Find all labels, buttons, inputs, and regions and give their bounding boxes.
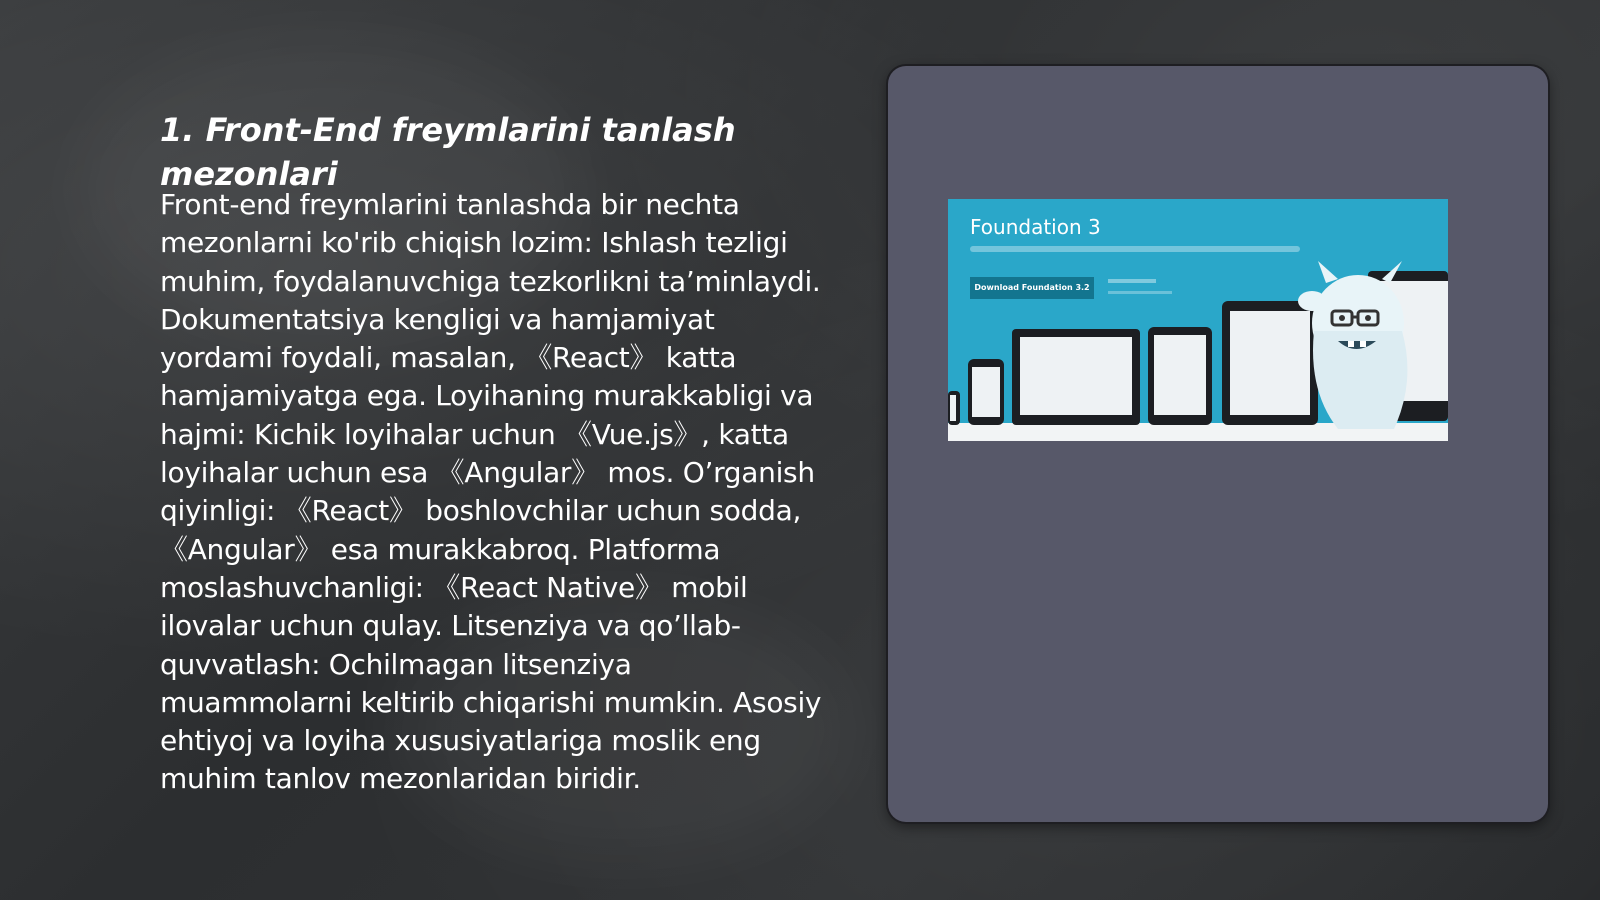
banner-download-button: Download Foundation 3.2	[970, 277, 1094, 299]
foundation-banner-image	[948, 199, 1448, 441]
banner-subtitle-blur	[970, 246, 1300, 252]
image-panel	[888, 66, 1548, 822]
slide-title: 1. Front-End freymlarini tanlash mezonlari	[160, 111, 736, 193]
yeti-mascot-icon	[1298, 261, 1418, 431]
phone-icon	[968, 359, 1004, 425]
banner-link-blur	[1108, 279, 1156, 283]
banner-title: Foundation 3	[970, 215, 1101, 239]
banner-link-blur	[1108, 291, 1172, 294]
monitor-icon	[1012, 329, 1140, 425]
tablet-icon	[1148, 327, 1212, 425]
slide-body-text: Front-end freymlarini tanlashda bir nechta mezonlarni ko'rib chiqish lozim: Ishlash tezligi muhim, foydalanuvchiga tezkorlikni ta’minlaydi. Dokumentatsiya kengligi va hamjamiyat yordami foydali, masalan, 《React》 katta hamjamiyatga ega. Loyihaning murakkabligi va hajmi: Kichik loyihalar uchun 《Vue.js》, katta loyihalar uchun esa 《Angular》 mos. O’rganish qiyinligi: 《React》 boshlovchilar uchun sodda, 《Angular》 esa murakkabroq. Platforma moslashuvchanligi: 《React Native》 mobil ilovalar uchun qulay. Litsenziya va qo’llab-quvvatlash: Ochilmagan litsenziya muammolarni keltirib chiqarishi mumkin. Asosiy ehtiyoj va loyiha xususiyatlariga moslik eng muhim tanlov mezonlaridan biridir.	[160, 188, 822, 796]
device-edge-icon	[948, 391, 960, 425]
